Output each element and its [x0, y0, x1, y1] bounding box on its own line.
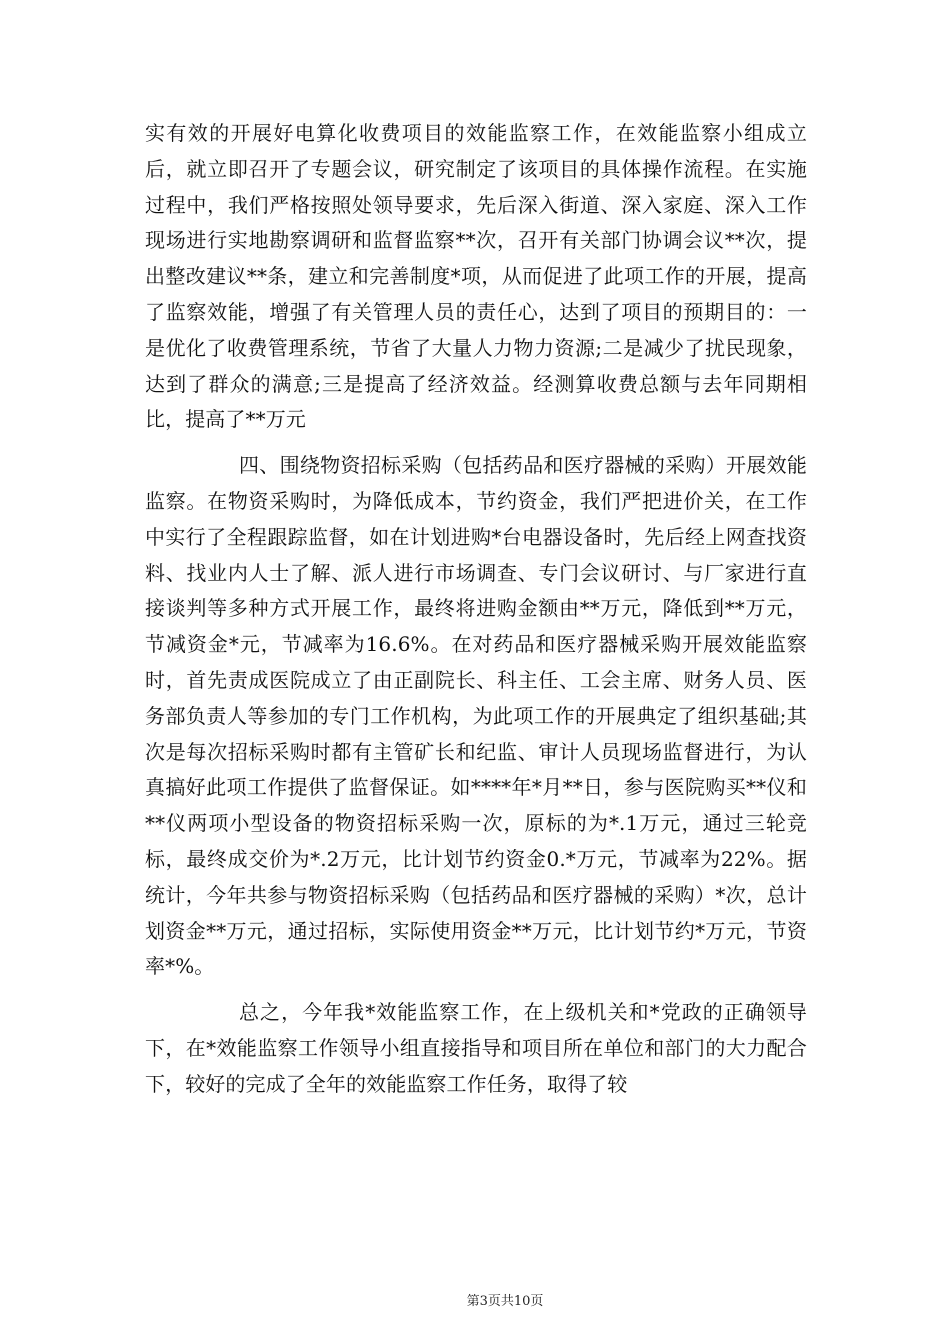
paragraph-continuation: 实有效的开展好电算化收费项目的效能监察工作，在效能监察小组成立后，就立即召开了专题会议，研究制定了该项目的具体操作流程。在实施过程中，我们严格按照处领导要求，先后深入街道、深入家庭、深入工作现场进行实地勘察调研和监督监察**次，召开有关部门协调会议**次，提出整改建议**条，建立和完善制度*项，从而促进了此项工作的开展，提高了监察效能，增强了有关管理人员的责任心，达到了项目的预期目的：一是优化了收费管理系统，节省了大量人力物力资源;二是减少了扰民现象，达到了群众的满意;三是提高了经济效益。经测算收费总额与去年同期相比，提高了**万元 [145, 121, 807, 432]
paragraph-procurement: 四、围绕物资招标采购（包括药品和医疗器械的采购）开展效能监察。在物资采购时，为降低成本，节约资金，我们严把进价关，在工作中实行了全程跟踪监督，如在计划进购*台电器设备时，先后经上网查找资料、找业内人士了解、派人进行市场调查、专门会议研讨、与厂家进行直接谈判等多种方式开展工作，最终将进购金额由**万元，降低到**万元，节减资金*元，节减率为16.6%。在对药品和医疗器械采购开展效能监察时，首先责成医院成立了由正副院长、科主任、工会主席、财务人员、医务部负责人等参加的专门工作机构，为此项工作的开展典定了组织基础;其次是每次招标采购时都有主管矿长和纪监、审计人员现场监督进行，为认真搞好此项工作提供了监督保证。如****年*月**日，参与医院购买**仪和**仪两项小型设备的物资招标采购一次，原标的为*.1万元，通过三轮竞标，最终成交价为*.2万元，比计划节约资金0.*万元，节减率为22%。据统计，今年共参与物资招标采购（包括药品和医疗器械的采购）*次，总计划资金**万元，通过招标，实际使用资金**万元，比计划节约*万元，节资率*%。 [145, 453, 807, 979]
paragraph-spacer [145, 985, 807, 995]
paragraph-spacer [145, 438, 807, 448]
document-body [145, 116, 807, 1103]
page-number-footer: 第3页共10页 [466, 1294, 544, 1309]
paragraph-summary: 总之，今年我*效能监察工作，在上级机关和*党政的正确领导下，在*效能监察工作领导小组直接指导和项目所在单位和部门的大力配合下，较好的完成了全年的效能监察工作任务，取得了较 [145, 1000, 807, 1096]
